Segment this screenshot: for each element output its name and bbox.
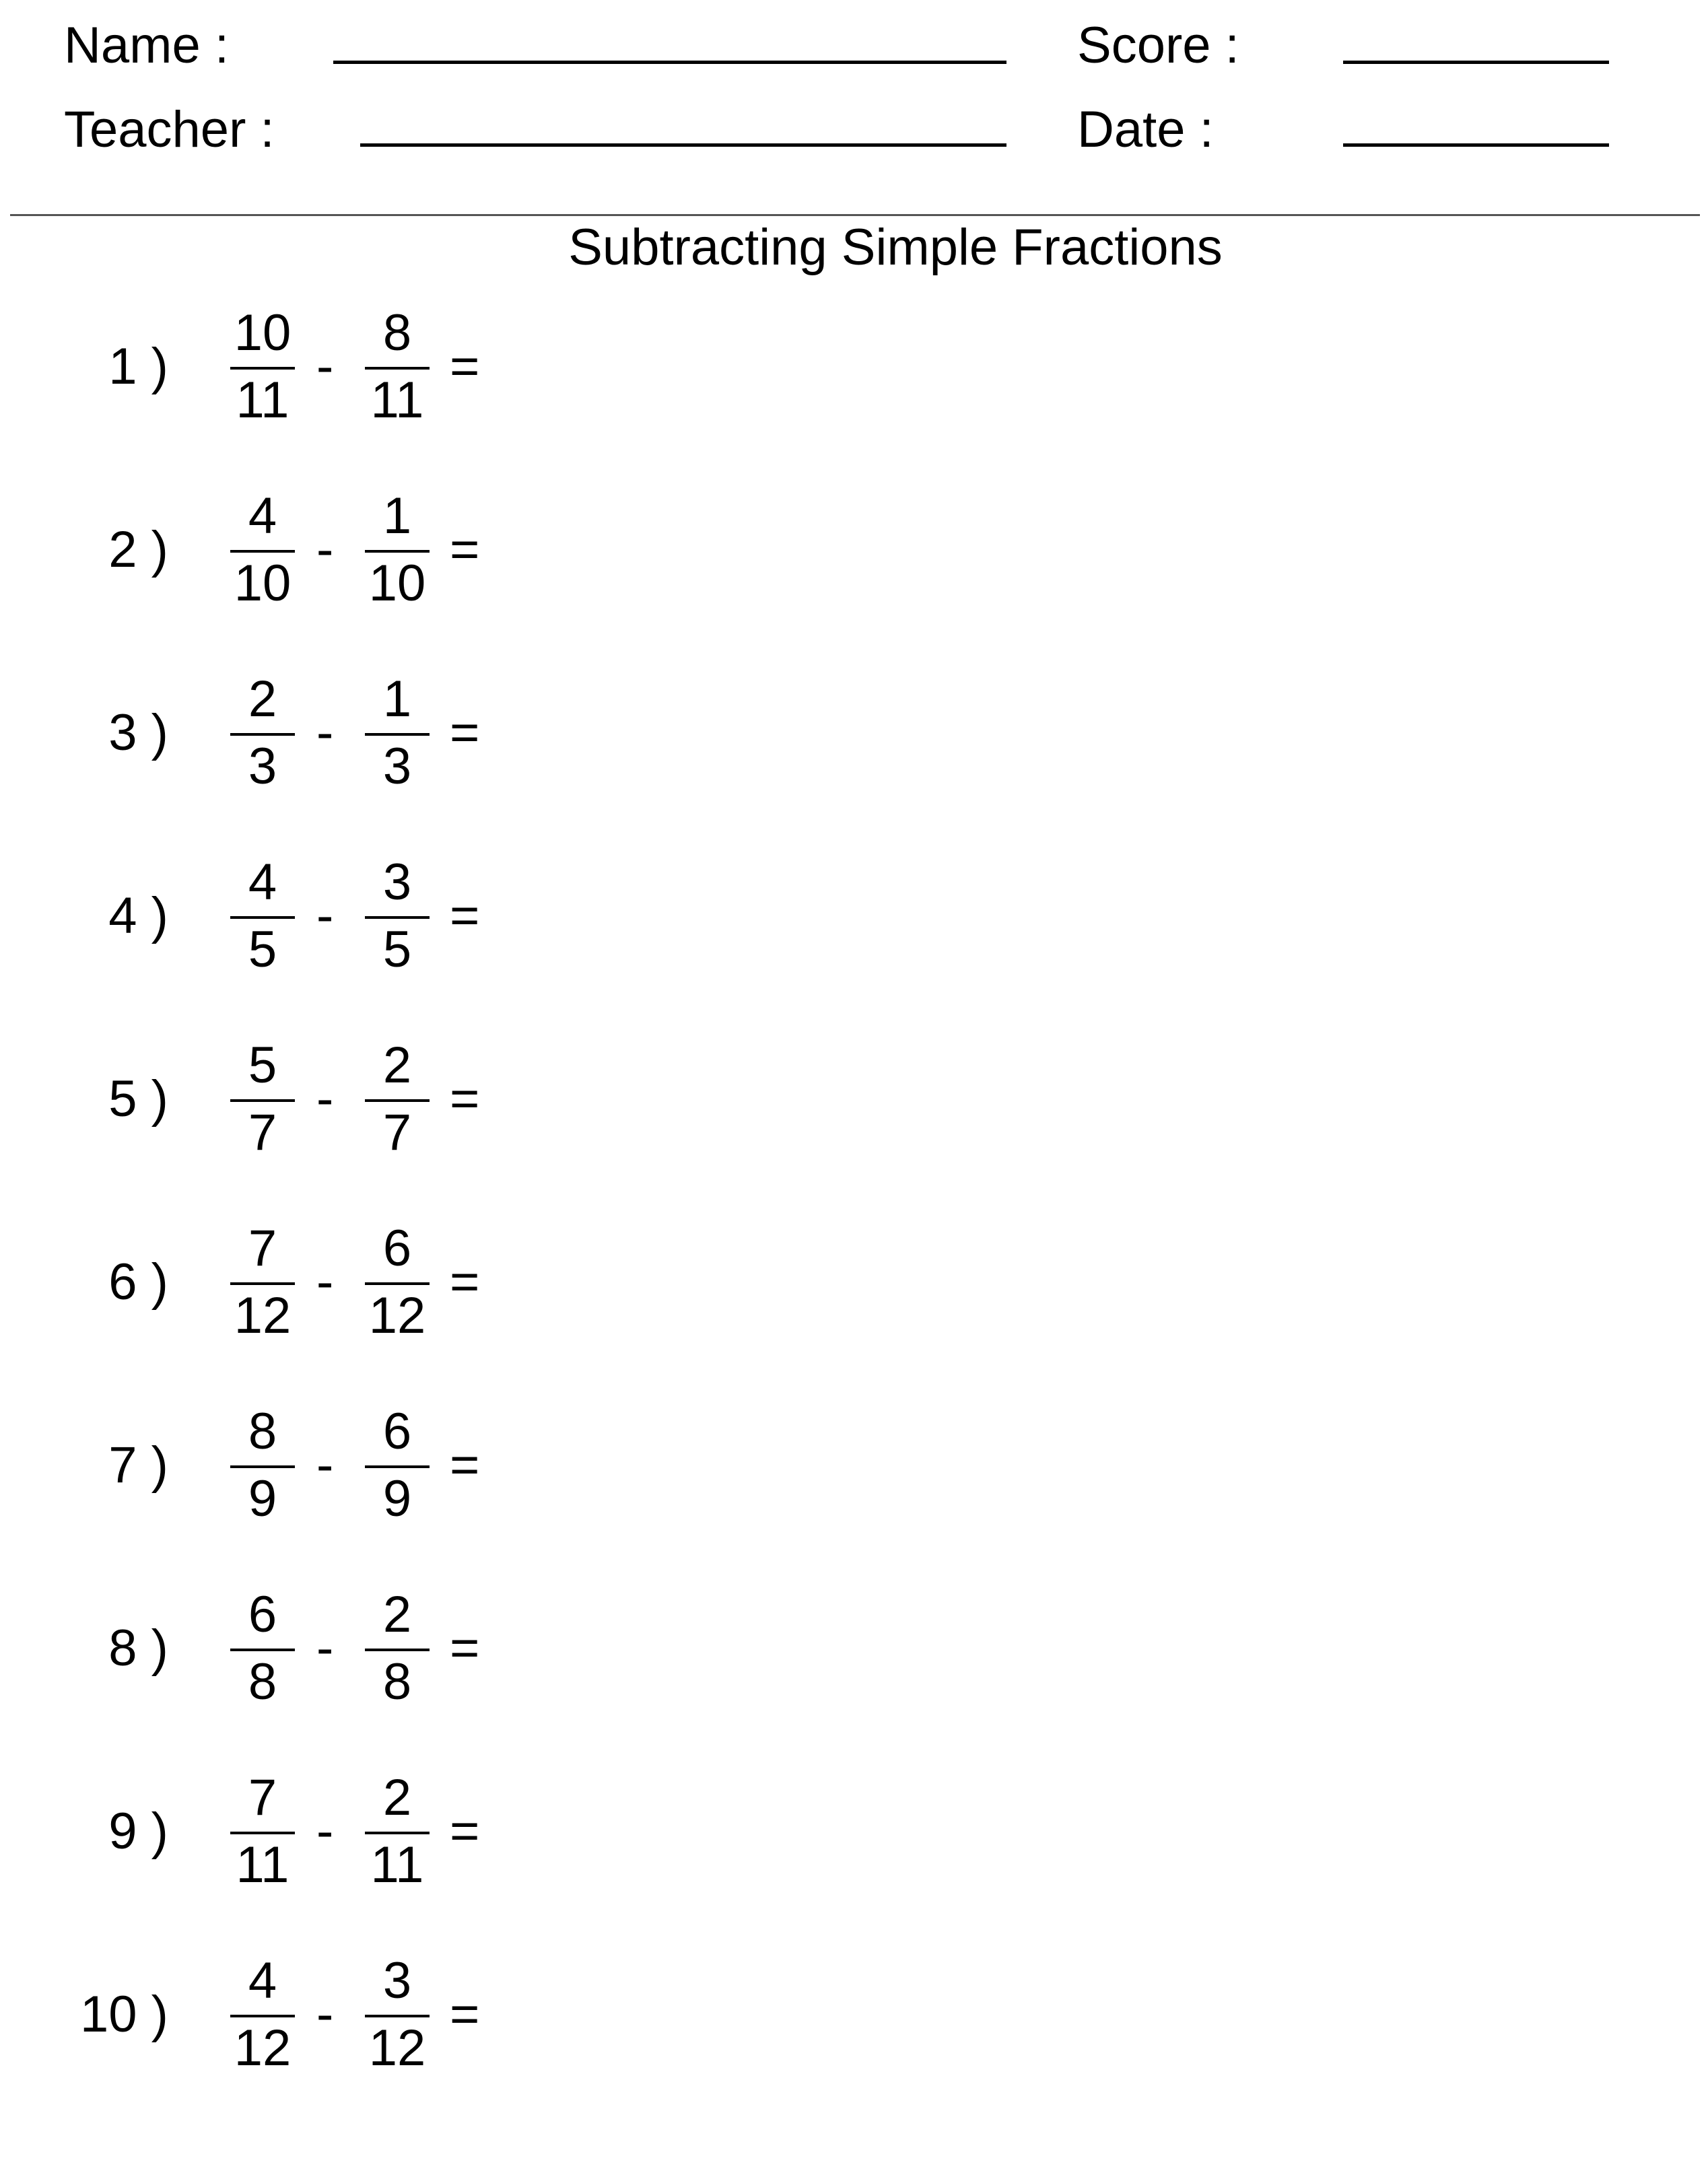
equals-sign: = [450,1620,480,1677]
minuend-numerator: 4 [248,487,277,545]
minus-sign: - [316,1803,334,1860]
subtrahend-denominator: 12 [368,1287,426,1344]
minuend-denominator: 12 [234,1287,292,1344]
subtrahend-fraction [365,1588,430,1723]
subtrahend-fraction [365,1771,430,1906]
minus-sign: - [316,521,334,578]
subtrahend-numerator: 3 [382,1952,412,2009]
teacher-label: Teacher : [64,101,275,158]
subtrahend-fraction [365,1039,430,1173]
date-label: Date : [1077,101,1214,158]
equals-sign: = [450,1070,480,1128]
fraction-bar [365,550,430,553]
equals-sign: = [450,521,480,578]
fraction-bar [365,367,430,370]
minuend-denominator: 5 [248,921,277,978]
minus-sign: - [316,338,334,395]
subtrahend-fraction [365,1954,430,2089]
fraction-bar [230,1465,295,1468]
minuend-numerator: 4 [248,1952,277,2009]
subtrahend-denominator: 5 [382,921,412,978]
worksheet-title: Subtracting Simple Fractions [568,219,1223,276]
problem-item [0,1588,539,1723]
minuend-numerator: 8 [248,1403,277,1460]
minus-sign: - [316,1620,334,1677]
problem-item [0,306,539,441]
subtrahend-numerator: 2 [382,1769,412,1826]
problem-item [0,489,539,624]
subtrahend-fraction [365,1222,430,1356]
minuend-denominator: 7 [248,1104,277,1161]
subtrahend-numerator: 2 [382,1586,412,1643]
equals-sign: = [450,1803,480,1860]
fraction-bar [230,550,295,553]
minuend-fraction [230,856,295,990]
minuend-fraction [230,1039,295,1173]
problem-number: 3 ) [108,704,168,761]
problem-item [0,1405,539,1539]
subtrahend-fraction [365,489,430,624]
minuend-numerator: 5 [248,1037,277,1094]
problem-number: 10 ) [80,1986,168,2043]
fraction-bar [365,1465,430,1468]
problem-number: 1 ) [108,338,168,395]
subtrahend-fraction [365,306,430,441]
fraction-bar [365,1832,430,1834]
minus-sign: - [316,1253,334,1311]
minuend-denominator: 12 [234,2019,292,2077]
problem-number: 5 ) [108,1070,168,1128]
problem-number: 7 ) [108,1436,168,1494]
minuend-numerator: 10 [234,304,292,361]
subtrahend-denominator: 11 [370,372,424,429]
equals-sign: = [450,1986,480,2043]
minuend-numerator: 4 [248,854,277,911]
equals-sign: = [450,704,480,761]
problem-number: 9 ) [108,1803,168,1860]
subtrahend-fraction [365,672,430,807]
equals-sign: = [450,338,480,395]
fraction-bar [365,733,430,736]
subtrahend-denominator: 7 [382,1104,412,1161]
minuend-fraction [230,1405,295,1539]
minuend-numerator: 2 [248,670,277,728]
minus-sign: - [316,1436,334,1494]
subtrahend-fraction [365,1405,430,1539]
subtrahend-numerator: 6 [382,1403,412,1460]
fraction-bar [230,733,295,736]
subtrahend-fraction [365,856,430,990]
fraction-bar [365,2015,430,2017]
minus-sign: - [316,887,334,944]
minuend-denominator: 8 [248,1653,277,1710]
minuend-fraction [230,1954,295,2089]
subtrahend-numerator: 1 [382,670,412,728]
fraction-bar [230,1282,295,1285]
minuend-denominator: 10 [234,555,292,612]
problem-item [0,856,539,990]
fraction-bar [230,1649,295,1651]
subtrahend-numerator: 6 [382,1220,412,1277]
minuend-fraction [230,1222,295,1356]
fraction-bar [230,1832,295,1834]
minuend-denominator: 11 [236,1836,289,1894]
fraction-bar [230,916,295,919]
problem-item [0,672,539,807]
fraction-bar [365,1282,430,1285]
problem-item [0,1954,539,2089]
fraction-bar [230,1099,295,1102]
subtrahend-denominator: 9 [382,1470,412,1527]
problem-item [0,1771,539,1906]
problem-item [0,1222,539,1356]
subtrahend-denominator: 8 [382,1653,412,1710]
fraction-bar [230,367,295,370]
problem-item [0,1039,539,1173]
equals-sign: = [450,1436,480,1494]
problem-number: 8 ) [108,1620,168,1677]
subtrahend-denominator: 10 [368,555,426,612]
minuend-denominator: 9 [248,1470,277,1527]
subtrahend-denominator: 3 [382,738,412,795]
minus-sign: - [316,1986,334,2043]
subtrahend-denominator: 12 [368,2019,426,2077]
minuend-fraction [230,672,295,807]
minuend-fraction [230,1771,295,1906]
subtrahend-numerator: 1 [382,487,412,545]
minuend-fraction [230,489,295,624]
fraction-bar [230,2015,295,2017]
minus-sign: - [316,1070,334,1128]
subtrahend-numerator: 2 [382,1037,412,1094]
minuend-numerator: 7 [248,1220,277,1277]
fraction-bar [365,1649,430,1651]
subtrahend-numerator: 8 [382,304,412,361]
score-label: Score : [1077,17,1239,74]
subtrahend-denominator: 11 [370,1836,424,1894]
equals-sign: = [450,1253,480,1311]
minuend-denominator: 3 [248,738,277,795]
minuend-denominator: 11 [236,372,289,429]
equals-sign: = [450,887,480,944]
fraction-bar [365,1099,430,1102]
fraction-bar [365,916,430,919]
problem-number: 2 ) [108,521,168,578]
minuend-fraction [230,1588,295,1723]
problem-number: 4 ) [108,887,168,944]
subtrahend-numerator: 3 [382,854,412,911]
minuend-fraction [230,306,295,441]
name-label: Name : [64,17,229,74]
minus-sign: - [316,704,334,761]
problem-number: 6 ) [108,1253,168,1311]
minuend-numerator: 6 [248,1586,277,1643]
minuend-numerator: 7 [248,1769,277,1826]
